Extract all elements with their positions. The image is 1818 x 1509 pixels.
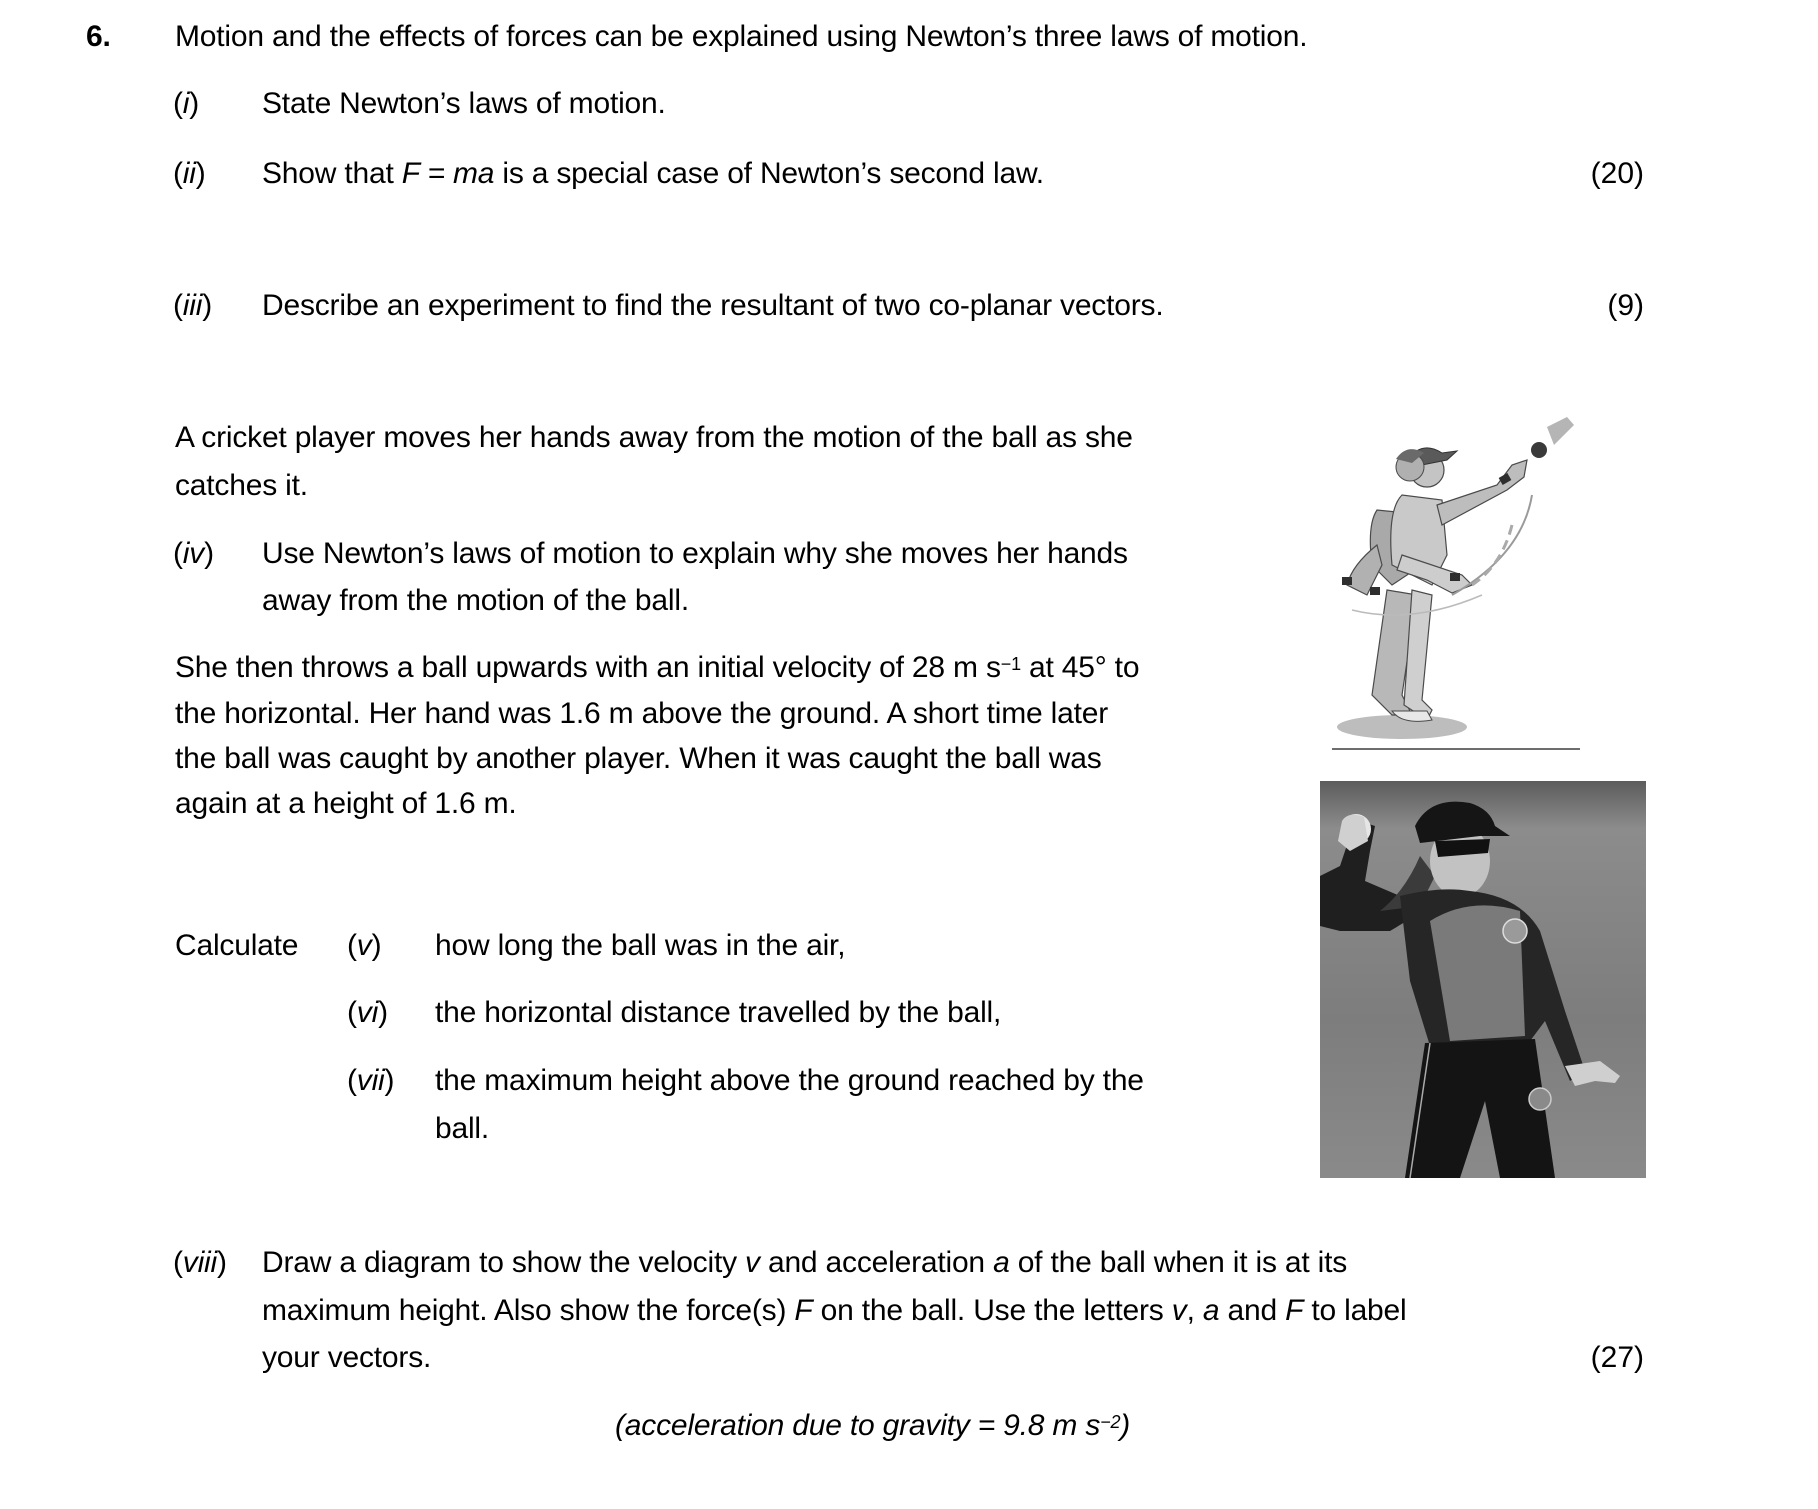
part-vii-line-1: the maximum height above the ground reached by the	[435, 1064, 1144, 1097]
cricketer-catching-illustration	[1332, 415, 1582, 745]
part-vi-text: the horizontal distance travelled by the ball,	[435, 996, 1002, 1029]
scenario-2-line-4: again at a height of 1.6 m.	[175, 787, 517, 820]
part-ii-label: (ii)	[173, 157, 206, 190]
part-vii-label: (vii)	[347, 1064, 395, 1097]
part-iv-label: (iv)	[173, 537, 214, 570]
part-v-label: (v)	[347, 929, 382, 962]
cricketer-throwing-image	[1320, 781, 1646, 1178]
question-number: 6.	[86, 20, 111, 53]
part-iii-text: Describe an experiment to find the resultant of two co-planar vectors.	[262, 289, 1164, 322]
part-i-text: State Newton’s laws of motion.	[262, 87, 666, 120]
scenario-1-line-1: A cricket player moves her hands away from the motion of the ball as she	[175, 421, 1133, 454]
part-ii-text: Show that F = ma is a special case of Newton’s second law.	[262, 157, 1044, 190]
part-i-label: (i)	[173, 87, 200, 120]
part-viii-line-3: your vectors.	[262, 1341, 432, 1374]
scenario-1-line-2: catches it.	[175, 469, 308, 502]
part-vii-line-2: ball.	[435, 1112, 490, 1145]
part-iv-line-2: away from the motion of the ball.	[262, 584, 689, 617]
marks-27: (27)	[1590, 1341, 1644, 1374]
part-viii-line-2: maximum height. Also show the force(s) F on the ball. Use the letters v, a and F to label	[262, 1294, 1407, 1327]
gravity-note: (acceleration due to gravity = 9.8 m $s^{-2}$)	[615, 1409, 1131, 1442]
part-iii-label: (iii)	[173, 289, 212, 322]
scenario-2-line-1: She then throws a ball upwards with an initial velocity of 28 m $s^{-1}$ at 45° to	[175, 651, 1140, 684]
marks-9: (9)	[1607, 289, 1644, 322]
scenario-2-line-2: the horizontal. Her hand was 1.6 m above the ground. A short time later	[175, 697, 1109, 730]
ground-line	[1332, 748, 1580, 750]
question-intro: Motion and the effects of forces can be explained using Newton’s three laws of motion.	[175, 20, 1308, 53]
marks-20: (20)	[1590, 157, 1644, 190]
cricket-player-throwing-photo	[1320, 781, 1646, 1178]
part-viii-line-1: Draw a diagram to show the velocity v and acceleration a of the ball when it is at its	[262, 1246, 1348, 1279]
part-vi-label: (vi)	[347, 996, 388, 1029]
part-v-text: how long the ball was in the air,	[435, 929, 846, 962]
part-iv-line-1: Use Newton’s laws of motion to explain why she moves her hands	[262, 537, 1128, 570]
cartoon-cricket-catch-figure	[1332, 415, 1582, 745]
scenario-2-line-3: the ball was caught by another player. When it was caught the ball was	[175, 742, 1102, 775]
part-viii-label: (viii)	[173, 1246, 227, 1279]
calculate-label: Calculate	[175, 929, 299, 962]
